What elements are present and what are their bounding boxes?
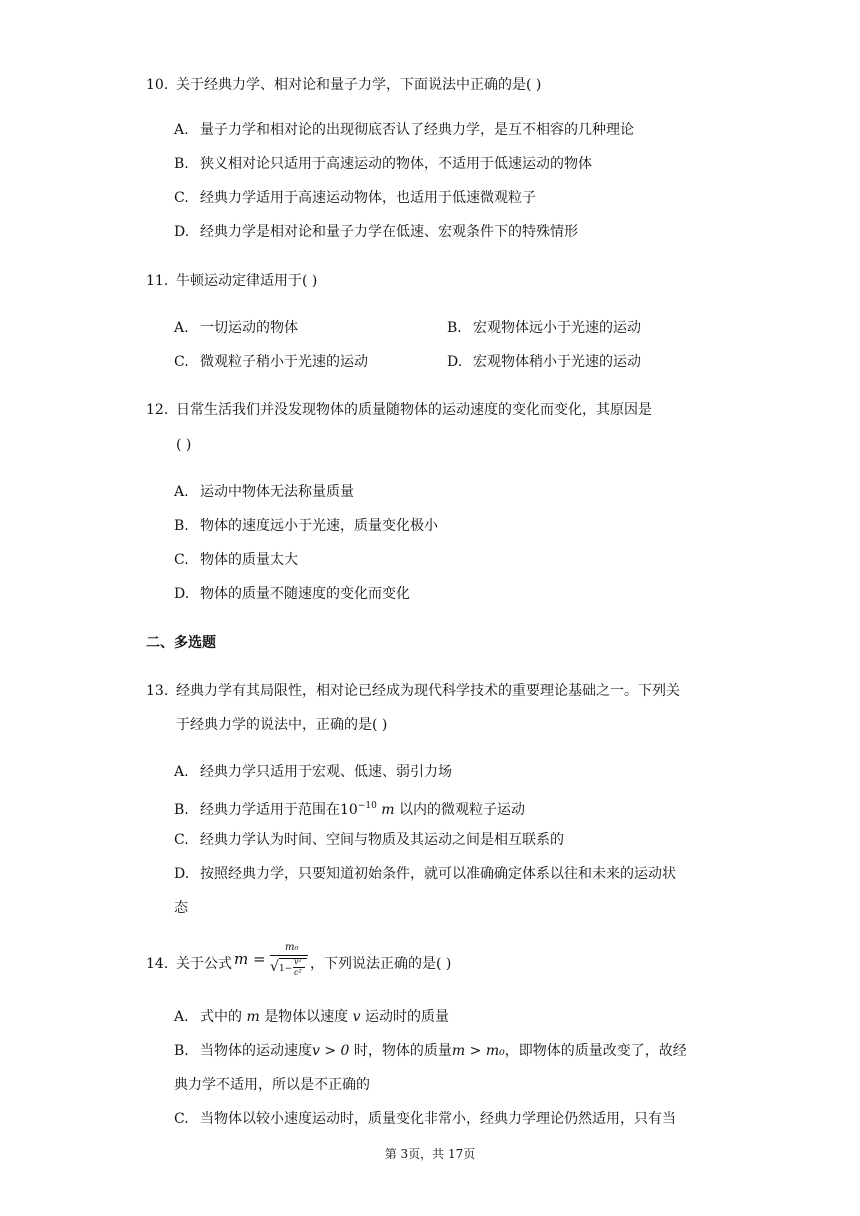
option-11-c[interactable] [174,353,368,371]
option-13-c[interactable] [174,831,564,849]
option-text: 经典力学认为时间、空间与物质及其运动之间是相互联系的 [200,832,564,848]
option-11-a[interactable] [174,319,298,337]
option-text: 物体的质量太大 [200,552,298,568]
option-13-b[interactable] [174,797,525,819]
option-text: 是物体以速度 [264,1009,349,1025]
option-text: 宏观物体稍小于光速的运动 [473,354,641,370]
option-text: 以内的微观粒子运动 [399,802,526,818]
option-letter: A. [174,320,189,336]
option-letter: D. [174,224,190,240]
question-number: 14. [146,956,169,972]
question-number: 12. [146,402,169,418]
option-letter: D. [174,586,190,602]
mass-formula [234,938,314,984]
page-footer: 第 3页，共 17页 [384,1147,476,1161]
option-letter: B. [174,802,189,818]
option-letter: B. [447,320,462,336]
option-text: 式中的 [200,1009,242,1025]
option-letter: D. [174,866,190,882]
option-14-b-continued: 典力学不适用，所以是不正确的 [174,1077,370,1093]
option-text: 经典力学只适用于宏观、低速、弱引力场 [200,764,452,780]
formula-lhs: m = [234,950,266,968]
option-text: 时，物体的质量 [353,1043,452,1059]
option-text: 运动中物体无法称量质量 [200,484,354,500]
option-10-c[interactable] [174,189,536,207]
condition-m: m > m₀ [451,1043,505,1059]
question-14 [146,955,232,973]
formula-inner-denominator: c² [294,968,302,977]
option-letter: D. [447,354,463,370]
question-number: 10. [146,77,169,93]
question-stem: 经典力学有其局限性，相对论已经成为现代科学技术的重要理论基础之一。下列关 [176,683,680,699]
option-14-b[interactable] [174,1042,687,1060]
option-text: 微观粒子稍小于光速的运动 [200,354,368,370]
question-10 [146,76,541,94]
option-text: 运动时的质量 [365,1009,450,1025]
option-text: ，即物体的质量改变了，故经 [504,1043,687,1059]
sqrt-overline [279,958,307,959]
formula-numerator: m₀ [285,942,299,953]
option-letter: C. [174,552,189,568]
section-title: 二、多选题 [146,635,216,651]
option-letter: A. [174,122,189,138]
option-letter: A. [174,484,189,500]
question-stem: 日常生活我们并没发现物体的质量随物体的运动速度的变化而变化，其原因是 [176,402,652,418]
question-13-stem-continued: 于经典力学的说法中，正确的是( ) [176,717,388,733]
condition-v: v > 0 [312,1043,350,1059]
option-14-a[interactable] [174,1008,449,1026]
option-text: 狭义相对论只适用于高速运动的物体，不适用于低速运动的物体 [200,156,592,172]
option-13-a[interactable] [174,763,452,781]
question-12 [146,401,652,419]
option-text: 当物体的运动速度 [200,1043,312,1059]
option-10-a[interactable] [174,121,634,139]
option-text: 物体的质量不随速度的变化而变化 [200,586,410,602]
option-11-d[interactable] [447,353,641,371]
question-number: 11. [146,273,169,289]
exponent: −10 [357,801,377,811]
option-12-c[interactable] [174,551,298,569]
question-14-stem-tail: ，下列说法正确的是( ) [310,956,452,972]
option-letter: C. [174,1111,189,1127]
symbol-v: v [352,1009,361,1025]
option-letter: A. [174,1009,189,1025]
unit-symbol: m [381,802,395,818]
formula-root-text: 1− [279,964,293,974]
option-letter: B. [174,518,189,534]
option-12-a[interactable] [174,483,354,501]
option-text: 当物体以较小速度运动时，质量变化非常小，经典力学理论仍然适用，只有当 [200,1111,676,1127]
option-text: 经典力学是相对论和量子力学在低速、宏观条件下的特殊情形 [200,224,578,240]
option-11-b[interactable] [447,319,641,337]
option-10-b[interactable] [174,155,592,173]
question-11 [146,272,317,290]
sqrt-symbol: √ [270,959,279,975]
option-text: 量子力学和相对论的出现彻底否认了经典力学，是互不相容的几种理论 [200,122,634,138]
question-number: 13. [146,683,169,699]
symbol-m: m [246,1009,260,1025]
option-13-d-continued: 态 [174,900,188,916]
option-12-b[interactable] [174,517,438,535]
option-letter: B. [174,156,189,172]
question-13 [146,682,680,700]
option-text: 经典力学适用于范围在10 [200,802,358,818]
question-stem: 关于经典力学、相对论和量子力学，下面说法中正确的是( ) [176,77,542,93]
option-text: 一切运动的物体 [200,320,298,336]
option-text: 物体的速度远小于光速，质量变化极小 [200,518,438,534]
question-12-stem-continued: ( ) [176,437,192,453]
option-text: 宏观物体远小于光速的运动 [473,320,641,336]
option-text: 按照经典力学，只要知道初始条件，就可以准确确定体系以往和未来的运动状 [200,866,676,882]
option-14-c[interactable] [174,1110,676,1128]
option-text: 经典力学适用于高速运动物体，也适用于低速微观粒子 [200,190,536,206]
question-stem: 牛顿运动定律适用于( ) [176,273,318,289]
option-letter: C. [174,354,189,370]
option-letter: C. [174,190,189,206]
option-letter: C. [174,832,189,848]
option-letter: B. [174,1043,189,1059]
question-stem: 关于公式 [176,956,232,972]
option-letter: A. [174,764,189,780]
option-13-d[interactable] [174,865,676,883]
option-12-d[interactable] [174,585,410,603]
formula-inner-numerator: v² [294,957,302,966]
option-10-d[interactable] [174,223,578,241]
